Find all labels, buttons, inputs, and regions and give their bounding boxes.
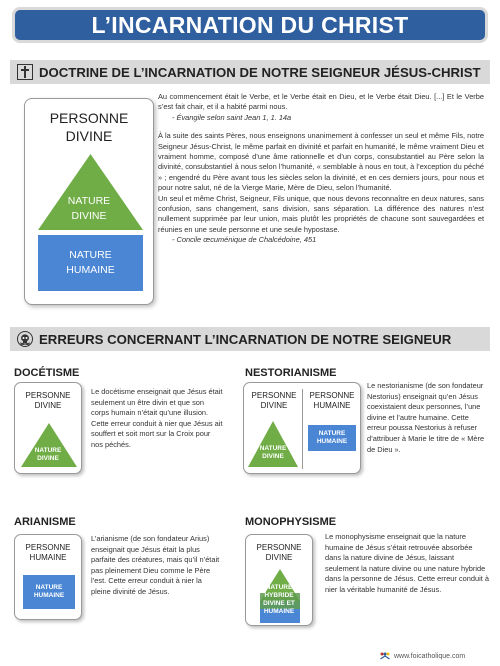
nestorianisme-tri-label	[248, 445, 298, 461]
nestorianisme-diagram	[243, 382, 361, 474]
rect-line1: NATURE	[35, 583, 63, 591]
doctrine-panel	[10, 92, 490, 322]
person-line1: PERSONNE	[25, 543, 71, 552]
footer-url[interactable]: www.foicatholique.com	[394, 652, 466, 660]
doctrine-section-header	[10, 60, 490, 84]
nestorianisme-text: Le nestorianisme (de son fondateur Nestorius) enseignait qu’en Jésus coexistaient deux personnes, l’une divine et l’autre humaine. Cette erreur poussa Nestorius à refuser d’attribuer à Marie le titre de « Mère de Dieu ».	[367, 381, 485, 454]
human-nature-box	[38, 235, 143, 291]
docetisme-text: Le docétisme enseignait que Jésus était seulement un être divin et que son corps humain n’était qu’une illusion. Cette erreur conduit à nier que Jésus ait souffert et soit mort sur la Croix pour nos péchés.	[91, 387, 223, 449]
person-line1: PERSONNE	[49, 110, 129, 126]
doctrine-text	[158, 92, 484, 246]
john-quote: Au commencement était le Verbe, et le Verbe était en Dieu, et le Verbe était Dieu. [...] Et le Verbe s’est fait chair, et il a habité parmi nous.	[158, 92, 484, 112]
rect-line1: NATURE	[69, 249, 112, 261]
errors-heading: ERREURS CONCERNANT L’INCARNATION DE NOTRE SEIGNEUR	[39, 331, 452, 347]
docetisme-diagram	[14, 382, 82, 474]
rect-line2: HUMAINE	[33, 592, 65, 599]
errors-section-header	[10, 327, 490, 351]
person-line2: DIVINE	[265, 553, 293, 562]
hyb-line2: HYBRIDE	[264, 592, 294, 599]
docetisme-tri-label	[15, 447, 81, 463]
nestorianisme-human-nature	[308, 425, 356, 451]
hyb-line1: NATURE	[265, 584, 293, 591]
nestorianisme-human-person	[306, 391, 358, 411]
monophysisme-title: MONOPHYSISME	[245, 516, 337, 528]
arianisme-diagram	[14, 534, 82, 620]
monophysisme-person-label	[246, 543, 312, 563]
hyb-line3: DIVINE ET	[263, 600, 295, 607]
doctrine-heading: DOCTRINE DE L’INCARNATION DE NOTRE SEIGNEUR JÉSUS-CHRIST	[39, 64, 481, 80]
tri-line1: NATURE	[67, 195, 111, 207]
arianisme-title: ARIANISME	[14, 516, 76, 528]
tri-line2: DIVINE	[71, 210, 107, 222]
foicatholique-logo-icon	[380, 652, 390, 660]
p1-line2: DIVINE	[260, 401, 288, 410]
divine-nature-label	[25, 194, 153, 224]
arianisme-text: L’arianisme (de son fondateur Arius) enseignait que Jésus était la plus parfaite des créatures, mais qu’il n’était pas pleinement Dieu comme le Père l’est. Cette erreur conduit à nier la pleine divinité de Jésus.	[91, 534, 220, 596]
nestorianisme-title: NESTORIANISME	[245, 367, 337, 379]
chalcedon-quote-1: À la suite des saints Pères, nous enseignons unanimement à confesser un seul et même Fils, notre Seigneur Jésus-Christ, le même parfait en divinité et parfait en humanité, le même vraiment Dieu et vraiment homme, composé d’une âme rationnelle et d’un corps, consubstantiel au Père selon la divinité, consubstantiel à nous selon l’humanité, « semblable à nous en tout, à l’exception du péché » ; engendré du Père avant tous les siècles selon la divinité, et en ces derniers jours, pour nous et pour notre salut, né de la Vierge Marie, Mère de Dieu, selon l’humanité.	[158, 131, 484, 193]
tri-line1: NATURE	[259, 445, 287, 452]
person-line2: HUMAINE	[29, 553, 67, 562]
person-line1: PERSONNE	[25, 391, 71, 400]
person-line2: DIVINE	[65, 128, 113, 144]
docetisme-title: DOCÉTISME	[14, 367, 80, 379]
rect-line2: HUMAINE	[316, 438, 348, 445]
divine-person-label	[25, 109, 153, 145]
docetisme-person-label	[15, 391, 81, 411]
tri-line1: NATURE	[34, 447, 62, 454]
arianisme-person-label	[15, 543, 81, 563]
tri-line2: DIVINE	[262, 453, 284, 460]
rect-line2: HUMAINE	[66, 264, 115, 276]
hyb-line4: HUMAINE	[263, 608, 295, 615]
person-line1: PERSONNE	[256, 543, 302, 552]
arianisme-human-nature	[23, 575, 75, 609]
nestorianisme-divine-person	[248, 391, 300, 411]
chalcedon-citation: - Concile œcuménique de Chalcédoine, 451	[172, 235, 317, 245]
rect-line1: NATURE	[318, 429, 346, 437]
divider	[302, 389, 303, 469]
skull-icon	[16, 330, 34, 348]
incarnation-diagram	[24, 98, 154, 305]
person-line2: DIVINE	[34, 401, 62, 410]
p2-line1: PERSONNE	[309, 391, 355, 400]
monophysisme-text: Le monophysisme enseignait que la nature humaine de Jésus s’était retrouvée absorbée dans la nature divine de Jésus, laissant seulement la nature divine ou une nature hybride dans la personne de Jésus. Cette erreur conduit à nier la véritable humanité de Jésus.	[325, 532, 489, 594]
page-title: L’INCARNATION DU CHRIST	[91, 11, 409, 38]
footer	[380, 652, 465, 660]
monophysisme-diagram	[245, 534, 313, 626]
chalcedon-quote-2: Un seul et même Christ, Seigneur, Fils unique, que nous devons reconnaître en deux natures, sans confusion, sans changement, sans division, sans séparation. La différence des natures n’est nullement supprimée par leur union, mais plutôt les propriétés de chacune sont sauvegardées et réunies en une seule personne et une seule hypostase.	[158, 193, 484, 234]
monophysisme-hybrid-label	[246, 584, 312, 616]
page-title-bar	[12, 7, 488, 43]
cross-icon	[16, 63, 34, 81]
p2-line2: HUMAINE	[313, 401, 351, 410]
p1-line1: PERSONNE	[251, 391, 297, 400]
tri-line2: DIVINE	[37, 455, 59, 462]
john-citation: - Évangile selon saint Jean 1, 1. 14a	[172, 112, 292, 122]
